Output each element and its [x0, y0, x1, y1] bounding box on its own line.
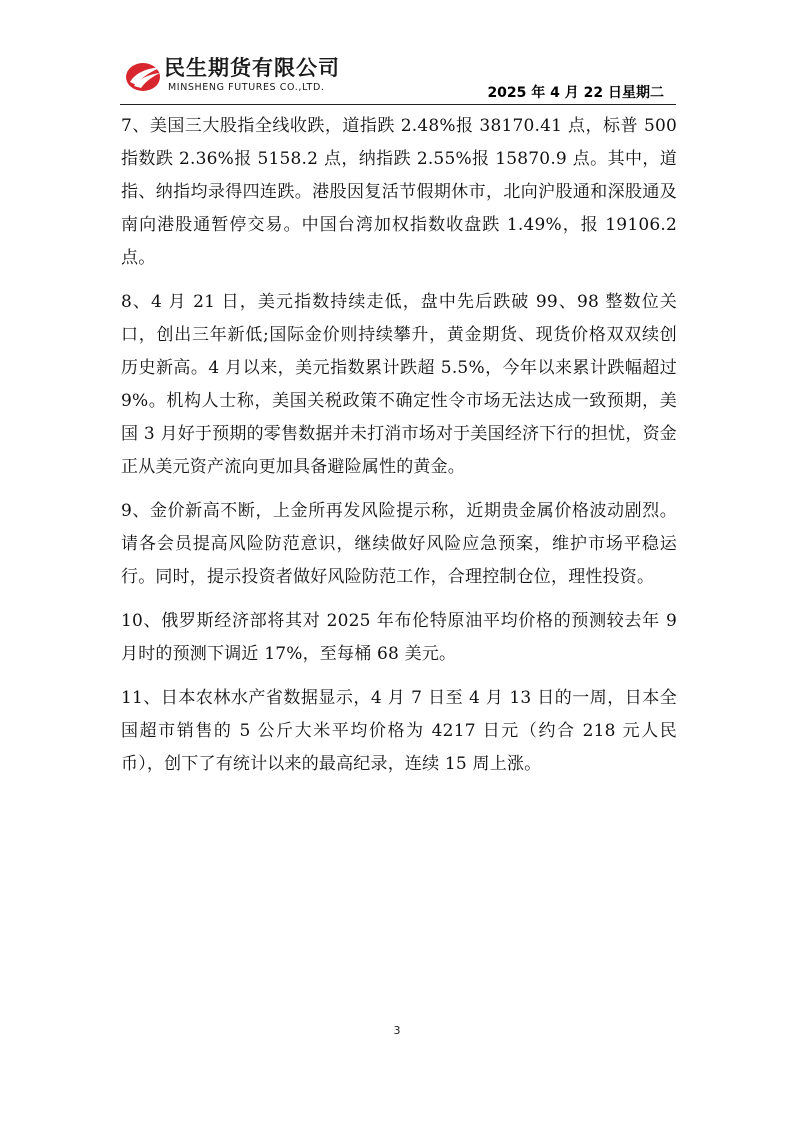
- header-divider: [120, 104, 676, 105]
- news-item-10: 10、俄罗斯经济部将其对 2025 年布伦特原油平均价格的预测较去年 9 月时的预测下调近 17%，至每桶 68 美元。: [121, 611, 677, 664]
- company-logo: [124, 56, 364, 100]
- logo-chinese-name: 民生期货有限公司: [164, 56, 340, 80]
- minsheng-logo-icon: [124, 58, 164, 94]
- page-number: 3: [393, 1024, 401, 1037]
- news-item-9: 9、金价新高不断，上金所再发风险提示称，近期贵金属价格波动剧烈。请各会员提高风险防范意识，继续做好风险应急预案，维护市场平稳运行。同时，提示投资者做好风险防范工作，合理控制仓位，理性投资。: [121, 501, 677, 587]
- logo-english-name: MINSHENG FUTURES CO.,LTD.: [168, 82, 325, 93]
- report-date: 2025 年 4 月 22 日星期二: [487, 85, 664, 101]
- news-item-8: 8、4 月 21 日，美元指数持续走低，盘中先后跌破 99、98 整数位关口，创出三年新低;国际金价则持续攀升，黄金期货、现货价格双双续创历史新高。4 月以来，美元指数累计跌超 5.5%，今年以来累计跌幅超过 9%。机构人士称，美国关税政策不确定性令市场无法达成一致预期，美国 3 月好于预期的零售数据并未打消市场对于美国经济下行的担忧，资金正从美元资产流向更加具备避险属性的黄金。: [121, 292, 677, 477]
- news-content: [121, 110, 677, 792]
- news-item-7: 7、美国三大股指全线收跌，道指跌 2.48%报 38170.41 点，标普 500 指数跌 2.36%报 5158.2 点，纳指跌 2.55%报 15870.9 点。其中，道指、纳指均录得四连跌。港股因复活节假期休市，北向沪股通和深股通及南向港股通暂停交易。中国台湾加权指数收盘跌 1.49%，报 19106.2 点。: [121, 116, 677, 268]
- page-header: [0, 0, 794, 110]
- news-item-11: 11、日本农林水产省数据显示，4 月 7 日至 4 月 13 日的一周，日本全国超市销售的 5 公斤大米平均价格为 4217 日元（约合 218 元人民币），创下了有统计以来的最高纪录，连续 15 周上涨。: [121, 688, 677, 774]
